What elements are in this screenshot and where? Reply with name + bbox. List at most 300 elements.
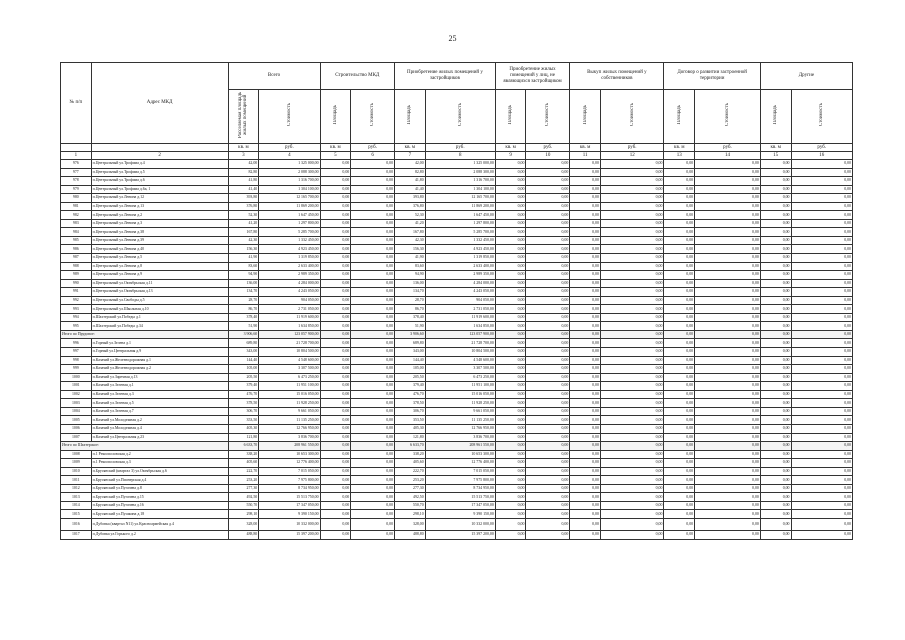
row-value: 0,00 bbox=[570, 313, 601, 322]
row-value: 0,00 bbox=[695, 160, 761, 169]
row-value: 0,00 bbox=[791, 339, 853, 348]
row-value: 0,00 bbox=[570, 493, 601, 502]
row-value: 208 961 550,00 bbox=[259, 442, 320, 451]
row-value: 0,00 bbox=[526, 339, 570, 348]
row-value: 51,90 bbox=[228, 322, 259, 331]
row-value: 1 304 100,00 bbox=[425, 185, 495, 194]
row-value: 12 776 400,00 bbox=[425, 459, 495, 468]
row-value: 0,00 bbox=[570, 476, 601, 485]
row-value: 4 548 600,00 bbox=[425, 356, 495, 365]
group-header-developer-purchase: Приобретение жилых помещений у застройщиков bbox=[395, 63, 496, 90]
row-value: 11 928 250,00 bbox=[259, 399, 320, 408]
row-value: 0,00 bbox=[570, 484, 601, 493]
row-value: 0,00 bbox=[320, 177, 351, 186]
row-number: 1015 bbox=[61, 510, 92, 519]
row-value: 1 319 850,00 bbox=[259, 254, 320, 263]
row-value: 0,00 bbox=[495, 518, 526, 530]
row-value: 0,00 bbox=[664, 416, 695, 425]
row-value: 0,00 bbox=[664, 168, 695, 177]
row-value: 0,00 bbox=[791, 510, 853, 519]
row-value: 4 923 450,00 bbox=[425, 245, 495, 254]
row-value: 0,00 bbox=[600, 254, 664, 263]
row-value: 0,00 bbox=[791, 219, 853, 228]
row-value: 0,00 bbox=[695, 493, 761, 502]
row-value: 0,00 bbox=[600, 356, 664, 365]
column-number: 3 bbox=[228, 152, 259, 160]
row-value: 0,00 bbox=[320, 202, 351, 211]
row-value: 0,00 bbox=[791, 322, 853, 331]
subheader-area: Площадь bbox=[760, 90, 791, 144]
row-value: 0,00 bbox=[320, 467, 351, 476]
row-value: 0,00 bbox=[760, 484, 791, 493]
row-value: 0,00 bbox=[351, 168, 395, 177]
row-value: 0,00 bbox=[760, 530, 791, 539]
row-value: 328,00 bbox=[228, 518, 259, 530]
row-number: 992 bbox=[61, 296, 92, 305]
row-value: 0,00 bbox=[351, 339, 395, 348]
row-number: 1012 bbox=[61, 484, 92, 493]
row-value: 41,20 bbox=[228, 219, 259, 228]
row-value: 3 307 500,00 bbox=[259, 365, 320, 374]
row-value: 0,00 bbox=[760, 322, 791, 331]
row-value: 0,00 bbox=[526, 484, 570, 493]
row-value: 0,00 bbox=[526, 296, 570, 305]
row-address: п.Дубовка (квартал N11) ул.Красноармейская д.4 bbox=[91, 518, 228, 530]
row-value: 0,00 bbox=[760, 416, 791, 425]
row-address: п.Казачий ул.Молодежная д.4 bbox=[91, 424, 228, 433]
row-value: 121,80 bbox=[228, 433, 259, 442]
row-value: 0,00 bbox=[320, 194, 351, 203]
row-value: 0,00 bbox=[495, 219, 526, 228]
row-value: 0,00 bbox=[664, 501, 695, 510]
row-value: 0,00 bbox=[495, 399, 526, 408]
row-value: 0,00 bbox=[320, 382, 351, 391]
row-value: 0,00 bbox=[760, 390, 791, 399]
row-value: 94,90 bbox=[395, 271, 426, 280]
row-value: 0,00 bbox=[791, 160, 853, 169]
row-number: 979 bbox=[61, 185, 92, 194]
row-value: 0,00 bbox=[351, 365, 395, 374]
unit-cost: руб. bbox=[695, 144, 761, 152]
row-value: 0,00 bbox=[664, 313, 695, 322]
row-value: 379,40 bbox=[228, 382, 259, 391]
row-value: 0,00 bbox=[526, 399, 570, 408]
row-value: 0,00 bbox=[600, 296, 664, 305]
row-value: 0,00 bbox=[695, 296, 761, 305]
row-number: 1008 bbox=[61, 450, 92, 459]
row-value: 0,00 bbox=[695, 228, 761, 237]
table-row bbox=[61, 476, 853, 485]
row-value: 277,30 bbox=[228, 484, 259, 493]
row-value: 0,00 bbox=[664, 467, 695, 476]
row-value: 7 975 800,00 bbox=[259, 476, 320, 485]
col-num-header: № п/п bbox=[61, 63, 92, 144]
row-value: 476,70 bbox=[228, 390, 259, 399]
row-value: 21 728 700,00 bbox=[425, 339, 495, 348]
table-row bbox=[61, 313, 853, 322]
row-value: 0,00 bbox=[664, 288, 695, 297]
row-value: 11 135 250,00 bbox=[259, 416, 320, 425]
table-body bbox=[61, 160, 853, 540]
row-value: 11 135 250,00 bbox=[425, 416, 495, 425]
row-value: 0,00 bbox=[600, 228, 664, 237]
row-value: 11 869 200,00 bbox=[425, 202, 495, 211]
row-value: 0,00 bbox=[495, 245, 526, 254]
row-value: 0,00 bbox=[570, 219, 601, 228]
row-value: 0,00 bbox=[320, 219, 351, 228]
row-value: 378,50 bbox=[228, 399, 259, 408]
row-value: 0,00 bbox=[526, 424, 570, 433]
row-value: 1 332 450,00 bbox=[425, 236, 495, 245]
row-value: 0,00 bbox=[570, 211, 601, 220]
row-value: 0,00 bbox=[600, 330, 664, 339]
row-address: п.Центральный ул.Трофима д.4 bbox=[91, 160, 228, 169]
row-value: 0,00 bbox=[495, 254, 526, 263]
row-value: 0,00 bbox=[570, 271, 601, 280]
row-value: 0,00 bbox=[791, 228, 853, 237]
total-label: Итого по Шахтерское: bbox=[61, 442, 229, 451]
row-value: 0,00 bbox=[695, 416, 761, 425]
row-value: 0,00 bbox=[760, 450, 791, 459]
subheader-area: Площадь bbox=[395, 90, 426, 144]
column-number: 2 bbox=[91, 152, 228, 160]
subheader-area-total: Расселяемая площадь жилых помещений bbox=[228, 90, 259, 144]
row-value: 0,00 bbox=[570, 236, 601, 245]
row-number: 991 bbox=[61, 288, 92, 297]
total-row bbox=[61, 330, 853, 339]
row-value: 0,00 bbox=[600, 313, 664, 322]
row-value: 11 919 600,00 bbox=[425, 313, 495, 322]
row-value: 1 297 800,00 bbox=[259, 219, 320, 228]
table-row bbox=[61, 518, 853, 530]
row-value: 0,00 bbox=[760, 202, 791, 211]
row-value: 0,00 bbox=[791, 467, 853, 476]
row-value: 0,00 bbox=[760, 177, 791, 186]
row-value: 0,00 bbox=[495, 348, 526, 357]
row-value: 0,00 bbox=[526, 450, 570, 459]
row-value: 0,00 bbox=[600, 168, 664, 177]
group-header-nondeveloper-purchase: Приобретение жилых помещений у лиц, не являющихся застройщиком bbox=[495, 63, 569, 90]
row-address: п.Центральный ул.Трофима д.6а, 1 bbox=[91, 185, 228, 194]
row-value: 689,80 bbox=[228, 339, 259, 348]
row-value: 0,00 bbox=[664, 219, 695, 228]
row-address: п.Центральный ул.Школьная д.10 bbox=[91, 305, 228, 314]
row-value: 0,00 bbox=[320, 228, 351, 237]
row-value: 0,00 bbox=[760, 339, 791, 348]
row-value: 0,00 bbox=[695, 510, 761, 519]
row-value: 0,00 bbox=[664, 399, 695, 408]
row-value: 15 513 750,00 bbox=[259, 493, 320, 502]
row-number: 985 bbox=[61, 236, 92, 245]
column-number: 1 bbox=[61, 152, 92, 160]
row-value: 0,00 bbox=[351, 382, 395, 391]
row-value: 0,00 bbox=[351, 530, 395, 539]
row-value: 0,00 bbox=[695, 407, 761, 416]
row-value: 0,00 bbox=[600, 160, 664, 169]
row-value: 0,00 bbox=[570, 501, 601, 510]
row-value: 205,50 bbox=[395, 373, 426, 382]
row-value: 0,00 bbox=[495, 433, 526, 442]
row-value: 0,00 bbox=[526, 442, 570, 451]
row-value: 222,70 bbox=[395, 467, 426, 476]
row-value: 0,00 bbox=[320, 484, 351, 493]
row-value: 0,00 bbox=[760, 194, 791, 203]
row-value: 0,00 bbox=[791, 211, 853, 220]
row-value: 0,00 bbox=[570, 450, 601, 459]
column-number: 14 bbox=[695, 152, 761, 160]
row-value: 376,80 bbox=[228, 202, 259, 211]
row-value: 0,00 bbox=[320, 160, 351, 169]
row-value: 298,10 bbox=[228, 510, 259, 519]
table-row bbox=[61, 484, 853, 493]
row-value: 0,00 bbox=[526, 185, 570, 194]
column-number: 16 bbox=[791, 152, 853, 160]
row-number: 1003 bbox=[61, 399, 92, 408]
row-value: 15 397 200,00 bbox=[259, 530, 320, 539]
row-value: 0,00 bbox=[760, 348, 791, 357]
row-value: 0,00 bbox=[664, 459, 695, 468]
row-value: 0,00 bbox=[351, 442, 395, 451]
row-number: 1010 bbox=[61, 467, 92, 476]
row-value: 2 088 300,00 bbox=[259, 168, 320, 177]
row-value: 0,00 bbox=[351, 305, 395, 314]
row-value: 10 332 000,00 bbox=[259, 518, 320, 530]
row-value: 0,00 bbox=[695, 194, 761, 203]
row-value: 17 347 050,00 bbox=[259, 501, 320, 510]
row-value: 6 473 250,00 bbox=[425, 373, 495, 382]
row-value: 0,00 bbox=[760, 313, 791, 322]
row-value: 0,00 bbox=[791, 202, 853, 211]
row-value: 0,00 bbox=[526, 177, 570, 186]
row-value: 0,00 bbox=[351, 450, 395, 459]
row-value: 0,00 bbox=[320, 254, 351, 263]
row-value: 0,00 bbox=[664, 365, 695, 374]
table-row bbox=[61, 177, 853, 186]
column-number: 6 bbox=[351, 152, 395, 160]
row-value: 0,00 bbox=[526, 501, 570, 510]
row-value: 0,00 bbox=[320, 476, 351, 485]
row-address: п.Центральный ул.Трофима д.6 bbox=[91, 177, 228, 186]
row-value: 328,00 bbox=[395, 518, 426, 530]
row-value: 41,20 bbox=[395, 219, 426, 228]
row-value: 0,00 bbox=[760, 219, 791, 228]
table-row bbox=[61, 228, 853, 237]
row-value: 0,00 bbox=[570, 254, 601, 263]
row-value: 105,00 bbox=[395, 365, 426, 374]
row-value: 123 057 900,00 bbox=[425, 330, 495, 339]
row-value: 0,00 bbox=[664, 211, 695, 220]
row-number: 987 bbox=[61, 254, 92, 263]
row-value: 0,00 bbox=[664, 476, 695, 485]
row-value: 0,00 bbox=[495, 476, 526, 485]
row-value: 0,00 bbox=[570, 530, 601, 539]
row-value: 0,00 bbox=[320, 245, 351, 254]
row-value: 0,00 bbox=[495, 322, 526, 331]
unit-cost: руб. bbox=[259, 144, 320, 152]
row-number: 1006 bbox=[61, 424, 92, 433]
row-value: 0,00 bbox=[320, 424, 351, 433]
row-value: 0,00 bbox=[760, 330, 791, 339]
row-value: 41,90 bbox=[228, 254, 259, 263]
row-value: 0,00 bbox=[664, 262, 695, 271]
row-value: 0,00 bbox=[526, 245, 570, 254]
row-value: 0,00 bbox=[695, 467, 761, 476]
row-value: 0,00 bbox=[570, 288, 601, 297]
row-value: 0,00 bbox=[320, 518, 351, 530]
group-header-territory-development: Договор о развитии застроенной территории bbox=[664, 63, 760, 90]
row-value: 83,60 bbox=[395, 262, 426, 271]
row-value: 10 332 000,00 bbox=[425, 518, 495, 530]
table-row bbox=[61, 279, 853, 288]
row-address: п.Брусянский ул.Пушкина д.18 bbox=[91, 510, 228, 519]
row-value: 0,00 bbox=[600, 279, 664, 288]
row-address: п.Центральный ул.Ленина д.2 bbox=[91, 211, 228, 220]
row-value: 0,00 bbox=[791, 493, 853, 502]
row-value: 0,00 bbox=[495, 407, 526, 416]
row-value: 277,30 bbox=[395, 484, 426, 493]
row-address: п.Брусянский ул.Пугачева д.16 bbox=[91, 501, 228, 510]
row-address: п.Центральный ул.Октябрьская д.13 bbox=[91, 288, 228, 297]
row-value: 0,00 bbox=[760, 373, 791, 382]
row-value: 393,80 bbox=[228, 194, 259, 203]
row-value: 0,00 bbox=[526, 168, 570, 177]
row-value: 0,00 bbox=[351, 493, 395, 502]
row-number: 1013 bbox=[61, 493, 92, 502]
row-value: 0,00 bbox=[600, 373, 664, 382]
row-value: 15 016 050,00 bbox=[259, 390, 320, 399]
row-value: 0,00 bbox=[600, 518, 664, 530]
row-value: 0,00 bbox=[351, 518, 395, 530]
row-value: 0,00 bbox=[351, 467, 395, 476]
row-number: 998 bbox=[61, 356, 92, 365]
row-address: п.Казачий ул.Железнодорожная д.1 bbox=[91, 356, 228, 365]
row-number: 989 bbox=[61, 271, 92, 280]
row-value: 0,00 bbox=[695, 399, 761, 408]
row-value: 11 919 600,00 bbox=[259, 313, 320, 322]
row-value: 41,90 bbox=[395, 254, 426, 263]
row-value: 0,00 bbox=[320, 373, 351, 382]
unit-cost: руб. bbox=[600, 144, 664, 152]
group-header-total: Всего bbox=[228, 63, 320, 90]
row-value: 12 776 400,00 bbox=[259, 459, 320, 468]
row-value: 0,00 bbox=[495, 160, 526, 169]
row-value: 0,00 bbox=[664, 279, 695, 288]
row-value: 488,80 bbox=[228, 530, 259, 539]
row-value: 476,70 bbox=[395, 390, 426, 399]
row-address: п.Казачий ул.Молодежная д.2 bbox=[91, 416, 228, 425]
group-header-owner-buyout: Выкуп жилых помещений у собственников bbox=[570, 63, 664, 90]
table-row bbox=[61, 365, 853, 374]
row-value: 0,00 bbox=[791, 501, 853, 510]
subheader-area: Площадь bbox=[570, 90, 601, 144]
row-value: 9 661 050,00 bbox=[259, 407, 320, 416]
row-value: 0,00 bbox=[664, 245, 695, 254]
row-value: 343,00 bbox=[228, 348, 259, 357]
subheader-cost: Стоимость bbox=[259, 90, 320, 144]
row-value: 134,70 bbox=[228, 288, 259, 297]
row-value: 0,00 bbox=[760, 518, 791, 530]
row-value: 0,00 bbox=[760, 211, 791, 220]
row-address: п.Брусянский ул.Пугачева д.8 bbox=[91, 484, 228, 493]
row-value: 0,00 bbox=[351, 177, 395, 186]
column-number: 5 bbox=[320, 152, 351, 160]
row-value: 0,00 bbox=[664, 382, 695, 391]
row-value: 0,00 bbox=[760, 168, 791, 177]
row-value: 0,00 bbox=[760, 510, 791, 519]
table-row bbox=[61, 530, 853, 539]
row-value: 0,00 bbox=[760, 433, 791, 442]
row-value: 15 397 200,00 bbox=[425, 530, 495, 539]
row-value: 144,40 bbox=[395, 356, 426, 365]
row-value: 0,00 bbox=[600, 365, 664, 374]
row-value: 0,00 bbox=[495, 211, 526, 220]
row-value: 0,00 bbox=[695, 424, 761, 433]
row-value: 0,00 bbox=[600, 348, 664, 357]
row-value: 4 548 600,00 bbox=[259, 356, 320, 365]
row-value: 52,30 bbox=[228, 211, 259, 220]
row-value: 0,00 bbox=[664, 194, 695, 203]
row-value: 0,00 bbox=[791, 288, 853, 297]
row-value: 156,30 bbox=[395, 245, 426, 254]
row-value: 105,00 bbox=[228, 365, 259, 374]
row-value: 1 319 850,00 bbox=[425, 254, 495, 263]
row-address: п.Брусянский ул.Пионерская д.4 bbox=[91, 476, 228, 485]
row-value: 0,00 bbox=[495, 373, 526, 382]
row-value: 0,00 bbox=[760, 254, 791, 263]
row-value: 86,70 bbox=[228, 305, 259, 314]
row-value: 0,00 bbox=[760, 279, 791, 288]
row-value: 0,00 bbox=[695, 262, 761, 271]
row-value: 0,00 bbox=[600, 185, 664, 194]
row-value: 82,80 bbox=[395, 168, 426, 177]
row-value: 123 057 900,00 bbox=[259, 330, 320, 339]
row-number: 980 bbox=[61, 194, 92, 203]
row-number: 1001 bbox=[61, 382, 92, 391]
row-value: 0,00 bbox=[600, 322, 664, 331]
row-value: 6 633,70 bbox=[395, 442, 426, 451]
row-value: 51,90 bbox=[395, 322, 426, 331]
row-value: 134,70 bbox=[395, 288, 426, 297]
col-address-header: Адрес МКД bbox=[91, 63, 228, 144]
row-value: 41,80 bbox=[228, 177, 259, 186]
row-address: п.Казачий ул.Зеленая д.1 bbox=[91, 382, 228, 391]
row-address: п.Брусянский ул.Пугачева д.15 bbox=[91, 493, 228, 502]
row-value: 0,00 bbox=[526, 288, 570, 297]
table-row bbox=[61, 450, 853, 459]
row-value: 4 243 050,00 bbox=[259, 288, 320, 297]
unit-area: кв. м bbox=[664, 144, 695, 152]
row-value: 0,00 bbox=[570, 390, 601, 399]
row-value: 0,00 bbox=[526, 510, 570, 519]
row-value: 0,00 bbox=[664, 177, 695, 186]
row-value: 0,00 bbox=[760, 236, 791, 245]
row-value: 0,00 bbox=[320, 530, 351, 539]
row-value: 136,00 bbox=[228, 279, 259, 288]
column-number: 11 bbox=[570, 152, 601, 160]
row-address: п.Центральный ул.Свободы д.5 bbox=[91, 296, 228, 305]
row-value: 0,00 bbox=[320, 271, 351, 280]
row-value: 0,00 bbox=[320, 262, 351, 271]
row-value: 0,00 bbox=[351, 279, 395, 288]
table-row bbox=[61, 305, 853, 314]
row-value: 8 734 950,00 bbox=[425, 484, 495, 493]
row-value: 0,00 bbox=[320, 433, 351, 442]
row-value: 1 304 100,00 bbox=[259, 185, 320, 194]
row-value: 378,40 bbox=[228, 313, 259, 322]
row-value: 0,00 bbox=[664, 424, 695, 433]
table-row bbox=[61, 296, 853, 305]
row-value: 0,00 bbox=[791, 382, 853, 391]
